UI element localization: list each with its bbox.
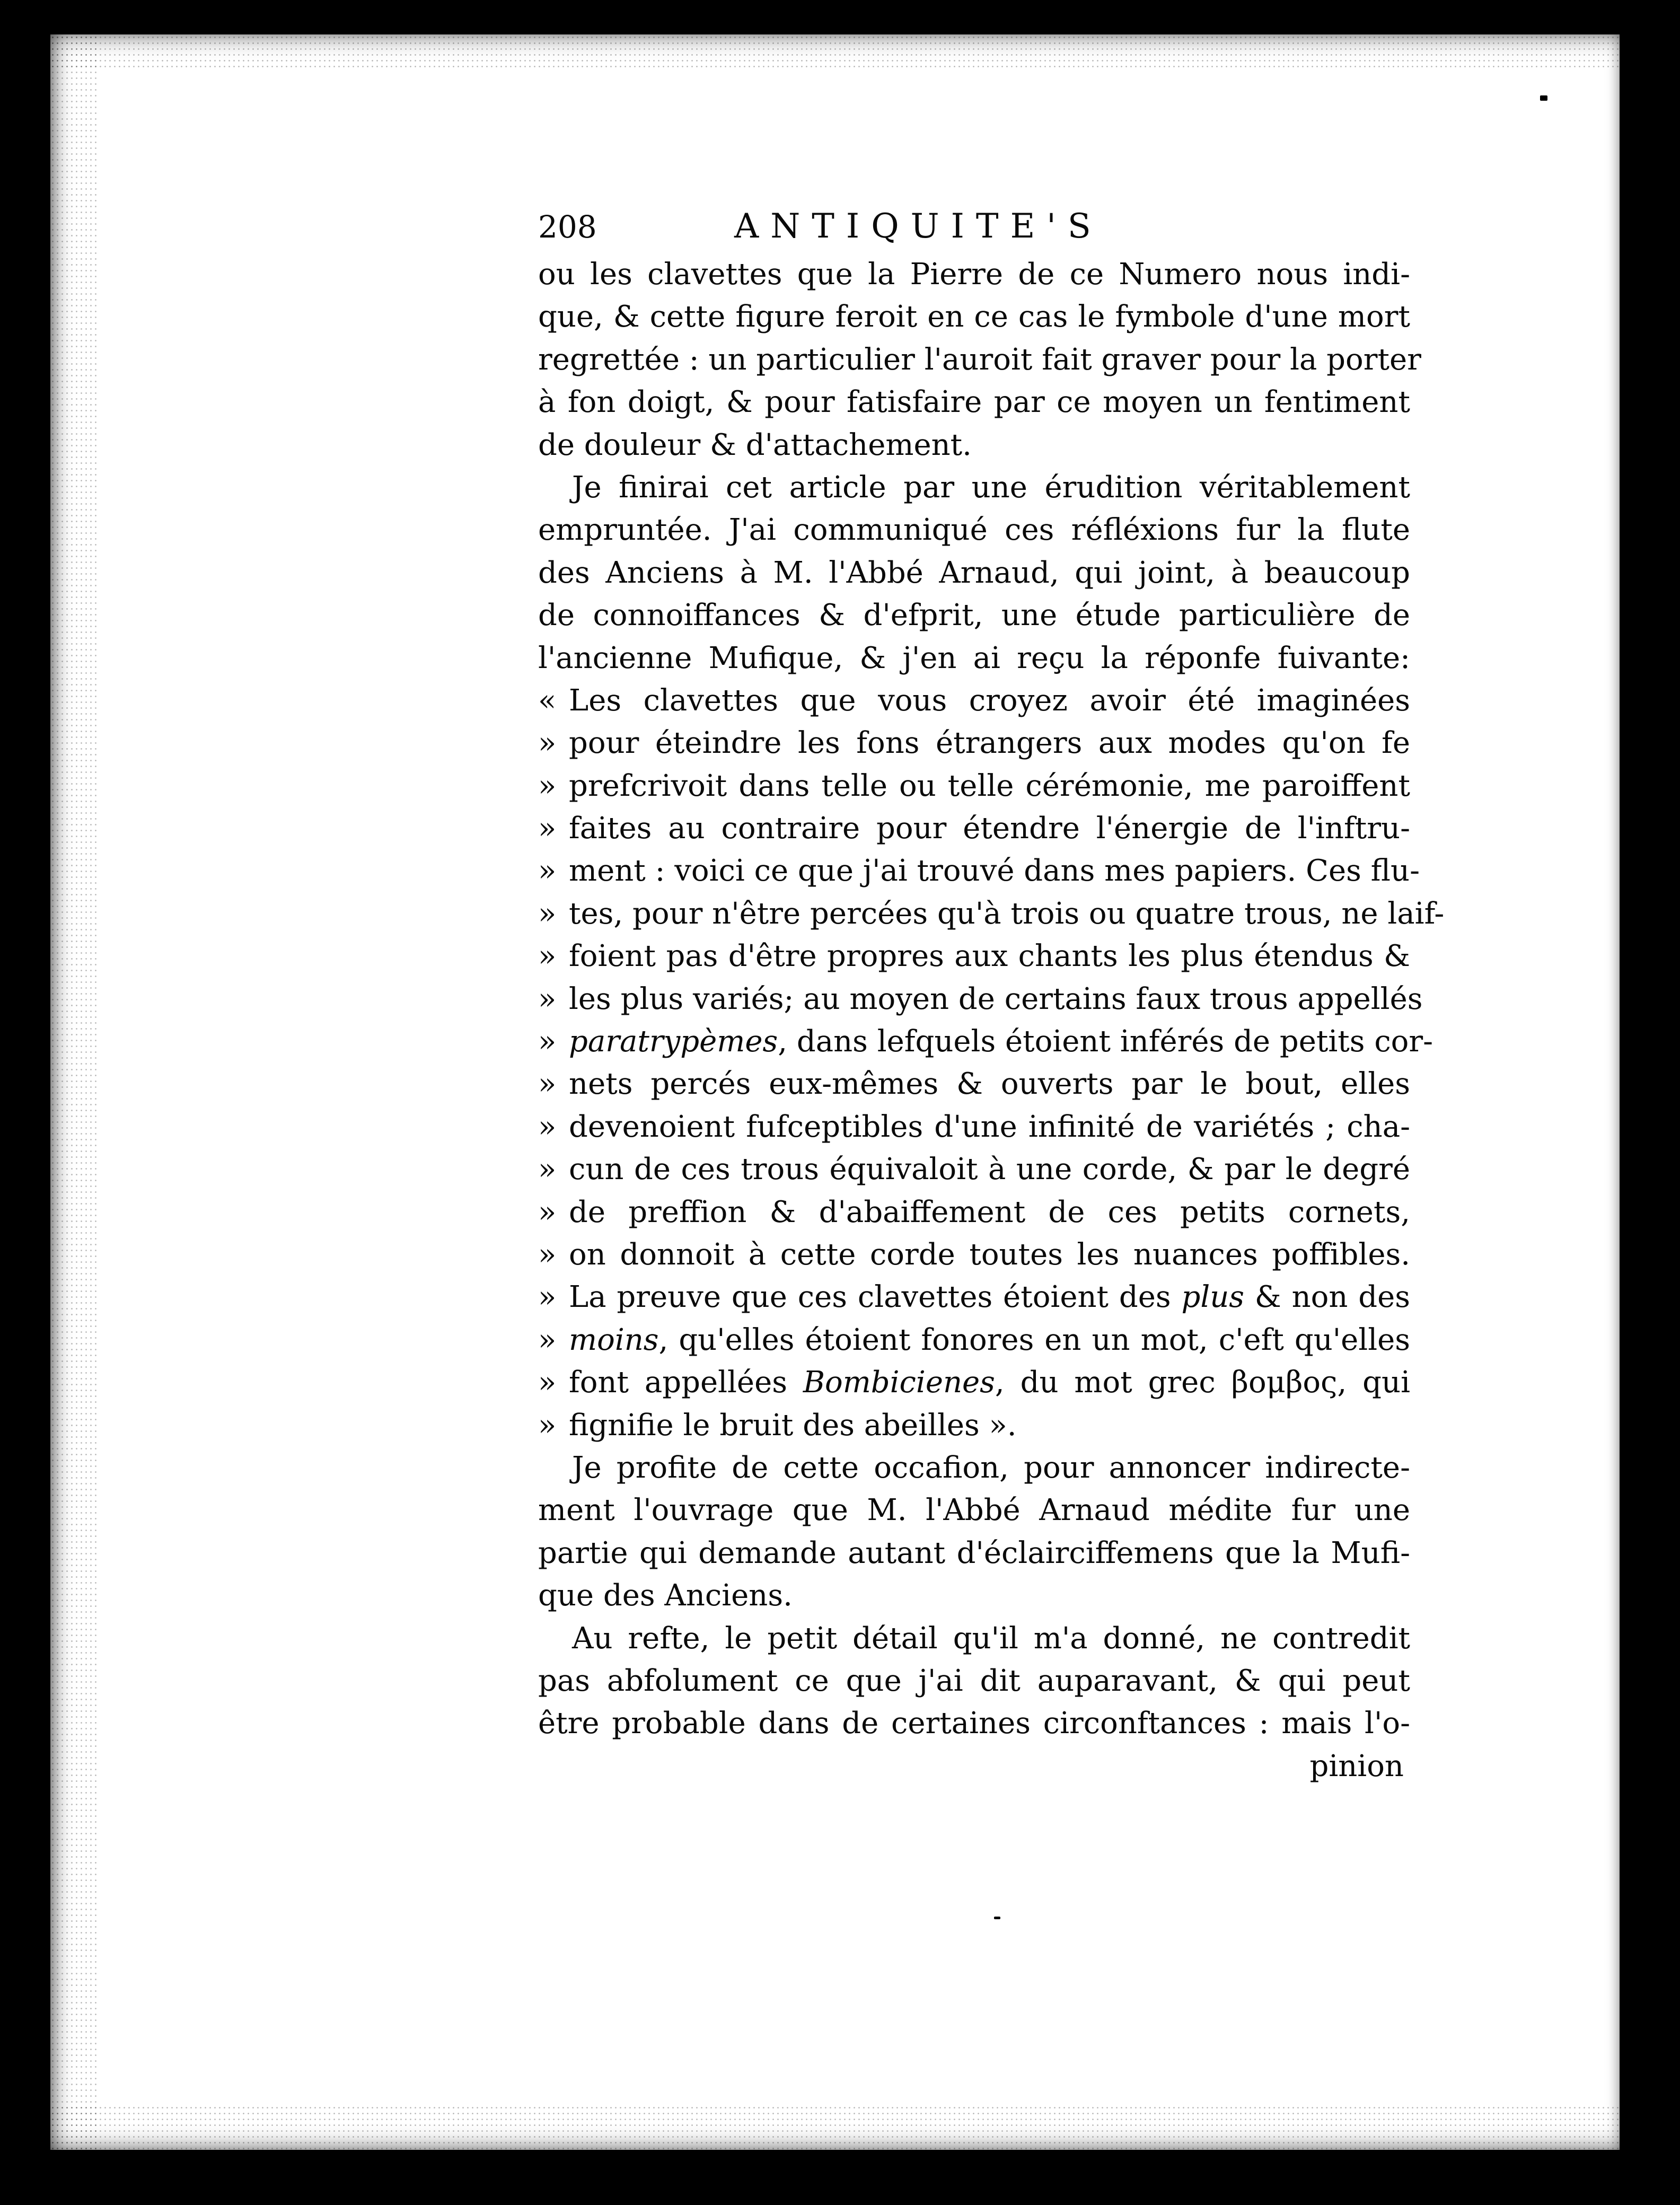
ink-speck [1540,95,1547,101]
quote-mark: » [538,1280,557,1315]
quote-mark: » [538,1194,557,1229]
italic-term: moins [569,1322,659,1357]
quote-mark: » [538,1024,557,1059]
text-column [538,207,1445,1788]
quote-mark: » [538,811,557,846]
catchword: pinion [1309,1749,1404,1784]
quote-mark: » [538,1109,557,1144]
quote-text: , dans lefquels étoient inférés de petits cor- [778,1024,1433,1059]
quote-line [538,1361,1410,1404]
scan-noise-top [50,34,1620,72]
quote-mark: » [538,939,557,974]
quote-text: foient pas d'être propres aux chants les plus étendus & [569,939,1410,974]
page-number: 208 [538,209,597,245]
quote-text: , qu'elles étoient fonores en un mot, c'eft qu'elles [658,1322,1410,1357]
quote-text: faites au contraire pour étendre l'énergie de l'inftru- [569,811,1410,846]
quote-text: nets percés eux-mêmes & ouverts par le bout, elles [569,1067,1410,1102]
quote-text: de preffion & d'abaiffement de ces petits cornets, [569,1194,1410,1229]
quote-line [538,1148,1410,1191]
text-line: l'ancienne Mufique, & j'en ai reçu la réponfe fuivante: [538,640,1410,675]
quote-line [538,765,1410,807]
quote-mark: » [538,981,557,1016]
quote-mark: » [538,1365,557,1400]
quote-line [538,935,1410,978]
quote-text: ment : voici ce que j'ai trouvé dans mes papiers. Ces flu- [569,854,1420,889]
text-line: ou les clavettes que la Pierre de ce Numero nous indi- [538,257,1410,292]
italic-term: Bombicienes [803,1365,995,1400]
quote-mark: » [538,768,557,803]
quote-mark: » [538,896,557,931]
quote-text: font appellées [569,1365,803,1400]
quote-line [538,1234,1410,1276]
quote-mark: » [538,726,557,761]
quote-text: & non des [1244,1280,1411,1315]
quote-text: , du mot grec [995,1365,1232,1400]
quote-text: Les clavettes que vous croyez avoir été imaginées [569,683,1410,718]
italic-term: paratrypèmes [569,1024,778,1059]
quote-line [538,1404,1410,1447]
quote-line [538,1276,1410,1319]
scan-noise-left [50,34,98,2150]
quote-line [538,722,1410,765]
text-line: pas abfolument ce que j'ai dit auparavant, & qui peut [538,1663,1410,1698]
text-line: être probable dans de certaines circonftances : mais l'o- [538,1706,1410,1741]
quote-line [538,680,1410,722]
text-line: de connoiffances & d'efprit, une étude particulière de [538,598,1410,633]
quote-mark: » [538,1237,557,1272]
quote-text: , qui [1337,1365,1410,1400]
quote-text: devenoient fufceptibles d'une infinité de variétés ; cha- [569,1109,1410,1144]
quote-line [538,807,1410,850]
quote-line [538,1191,1410,1234]
quote-mark: » [538,1322,557,1357]
text-line: que des Anciens. [538,1578,793,1613]
text-line: à fon doigt, & pour fatisfaire par ce moyen un fentiment [538,385,1410,420]
quote-line [538,978,1423,1021]
quote-mark: » [538,1152,557,1187]
quote-mark: » [538,854,557,889]
quote-text: pour éteindre les fons étrangers aux modes qu'on fe [569,726,1410,761]
quote-line [538,1063,1410,1105]
quote-line [538,1021,1433,1063]
text-line: partie qui demande autant d'éclairciffemens que la Mufi- [538,1535,1410,1570]
quote-text: La preuve que ces clavettes étoient des [569,1280,1182,1315]
text-line: empruntée. J'ai communiqué ces réfléxions fur la flute [538,513,1410,548]
text-line: regrettée : un particulier l'auroit fait graver pour la porter [538,342,1421,377]
quote-text: les plus variés; au moyen de certains faux trous appellés [569,981,1423,1016]
quote-line [538,893,1445,935]
quote-mark: » [538,1408,557,1443]
text-line: des Anciens à M. l'Abbé Arnaud, qui joint, à beaucoup [538,555,1410,590]
quote-line [538,1106,1410,1148]
quote-text: prefcrivoit dans telle ou telle cérémonie, me paroiffent [569,768,1410,803]
quote-mark: « [538,683,557,718]
text-line: que, & cette figure feroit en ce cas le fymbole d'une mort [538,300,1410,335]
ink-speck [994,1917,1000,1919]
quote-mark: » [538,1067,557,1102]
text-line: ment l'ouvrage que M. l'Abbé Arnaud médite fur une [538,1493,1410,1528]
text-line: de douleur & d'attachement. [538,427,972,462]
quote-text: on donnoit à cette corde toutes les nuances poffibles. [569,1237,1410,1272]
running-title: ANTIQUITE'S [734,207,1103,246]
quote-text: fignifie le bruit des abeilles ». [569,1408,1017,1443]
quote-line [538,1319,1410,1361]
text-line: Je profite de cette occafion, pour annoncer indirecte- [572,1450,1410,1485]
quote-line [538,850,1420,892]
running-head [538,207,1410,250]
quote-text: tes, pour n'être percées qu'à trois ou quatre trous, ne laif- [569,896,1445,931]
scan-noise-bottom [50,2105,1620,2150]
text-line: Au refte, le petit détail qu'il m'a donné, ne contredit [572,1621,1410,1656]
quote-text: cun de ces trous équivaloit à une corde, & par le degré [569,1152,1410,1187]
text-line: Je finirai cet article par une érudition véritablement [572,470,1410,505]
italic-term: plus [1181,1280,1245,1315]
greek-word: βομβος [1231,1365,1338,1400]
